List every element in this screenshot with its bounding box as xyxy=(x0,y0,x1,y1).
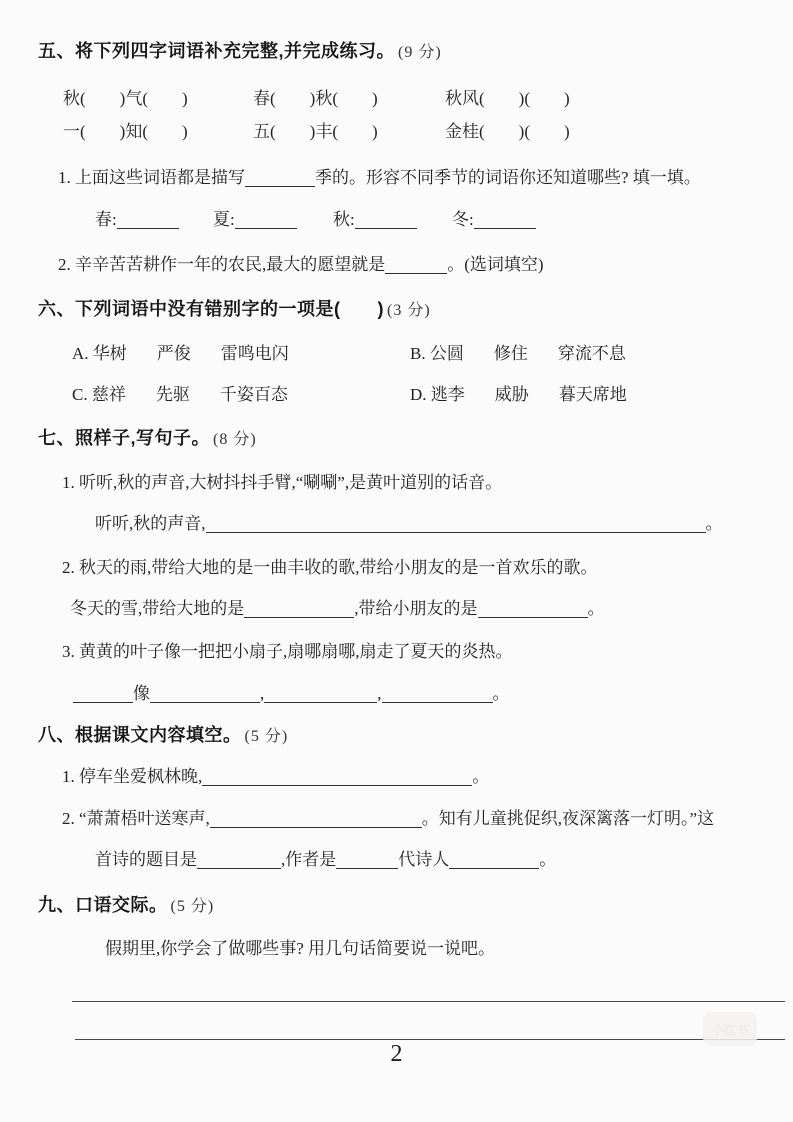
option-word: 雷鸣电闪 xyxy=(220,344,289,363)
blank-line xyxy=(355,210,417,229)
option-word: 先驱 xyxy=(155,385,190,404)
answer-writing-line xyxy=(72,1001,785,1002)
option-word: 严俊 xyxy=(156,344,191,363)
answer-writing-line xyxy=(75,1039,785,1040)
section5-points: (9 分) xyxy=(398,44,442,61)
season-label: 夏: xyxy=(213,210,235,229)
blank-line xyxy=(264,684,377,703)
question-text: 2. “萧萧梧叶送寒声, xyxy=(62,809,210,828)
idiom-text: 金桂( )( ) xyxy=(445,122,570,141)
s5-question1 xyxy=(58,167,701,188)
idiom-text: 秋( )气( ) xyxy=(63,89,188,108)
section7-points: (8 分) xyxy=(213,431,257,448)
section8-points: (5 分) xyxy=(244,728,289,745)
idiom-cell xyxy=(63,121,188,142)
idiom-text: 秋风( )( ) xyxy=(445,89,570,108)
section9-title: 九、口语交际。 xyxy=(38,895,168,915)
section6-title: 六、下列词语中没有错别字的一项是( ) xyxy=(38,299,384,319)
section6-heading xyxy=(38,298,431,321)
blank-line xyxy=(478,599,588,618)
s7-answer3 xyxy=(73,683,510,704)
blank-line xyxy=(73,684,133,703)
answer-text: 。 xyxy=(587,599,605,618)
season-label: 春: xyxy=(95,210,117,229)
blank-line xyxy=(150,684,260,703)
idiom-text: 春( )秋( ) xyxy=(253,89,378,108)
option-b xyxy=(410,343,626,364)
idiom-cell xyxy=(63,88,188,109)
blank-line xyxy=(197,850,281,869)
option-word: 千姿百态 xyxy=(219,385,288,404)
blank-line xyxy=(117,210,179,229)
question-text: 。(选词填空) xyxy=(447,255,544,274)
page-number: 2 xyxy=(390,1041,403,1067)
answer-text: 听听,秋的声音, xyxy=(95,514,206,533)
question-text: 代诗人 xyxy=(398,850,450,869)
section8-title: 八、根据课文内容填空。 xyxy=(38,725,242,745)
option-label: A. 华树 xyxy=(72,344,127,363)
s7-model1 xyxy=(62,472,502,493)
question-text: 。 xyxy=(472,767,490,786)
idiom-cell xyxy=(253,88,378,109)
answer-text: 。 xyxy=(492,684,510,703)
answer-text: ,带给小朋友的是 xyxy=(354,599,478,618)
section9-points: (5 分) xyxy=(170,898,215,915)
question-text: 首诗的题目是 xyxy=(95,850,197,869)
s7-model2 xyxy=(62,557,598,578)
option-word: 暮天席地 xyxy=(558,385,627,404)
option-word: 修住 xyxy=(493,344,528,363)
season-label: 秋: xyxy=(333,210,355,229)
blank-line xyxy=(244,599,354,618)
season-label: 冬: xyxy=(452,210,474,229)
model-sentence: 1. 听听,秋的声音,大树抖抖手臂,“唰唰”,是黄叶道别的话音。 xyxy=(62,473,503,492)
answer-text: 像 xyxy=(133,684,150,703)
option-a xyxy=(72,343,289,364)
option-word: 穿流不息 xyxy=(557,344,626,363)
blank-line xyxy=(385,255,447,274)
model-sentence: 3. 黄黄的叶子像一把把小扇子,扇哪扇哪,扇走了夏天的炎热。 xyxy=(62,642,513,661)
blank-line xyxy=(336,850,398,869)
s7-answer2 xyxy=(70,598,605,619)
s5-question2 xyxy=(58,254,544,275)
question-text: 。知有儿童挑促织,夜深篱落一灯明。”这 xyxy=(421,809,715,828)
idiom-text: 五( )丰( ) xyxy=(253,122,378,141)
question-text: 。 xyxy=(539,850,557,869)
s9-prompt xyxy=(105,938,495,959)
blank-line xyxy=(206,514,706,533)
blank-line xyxy=(382,684,493,703)
season-winter xyxy=(452,209,536,230)
watermark-badge: 小红书 xyxy=(703,1012,757,1046)
idiom-cell xyxy=(253,121,378,142)
question-text: 1. 上面这些词语都是描写 xyxy=(58,168,245,187)
s8-question2-line2 xyxy=(95,849,556,870)
s8-question2-line1 xyxy=(62,808,714,829)
section6-points: (3 分) xyxy=(387,302,431,319)
section8-heading xyxy=(38,724,288,747)
season-spring xyxy=(95,209,179,230)
blank-line xyxy=(245,168,315,187)
s7-model3 xyxy=(62,641,513,662)
option-word: 威胁 xyxy=(494,385,529,404)
question-text: 2. 辛辛苦苦耕作一年的农民,最大的愿望就是 xyxy=(58,255,386,274)
blank-line xyxy=(235,210,297,229)
model-sentence: 2. 秋天的雨,带给大地的是一曲丰收的歌,带给小朋友的是一首欢乐的歌。 xyxy=(62,558,598,577)
s8-question1 xyxy=(62,766,489,787)
blank-line xyxy=(449,850,539,869)
answer-text: 。 xyxy=(705,514,723,533)
section5-title: 五、将下列四字词语补充完整,并完成练习。 xyxy=(38,41,395,61)
option-label: B. 公圆 xyxy=(410,344,464,363)
s7-answer1 xyxy=(95,513,723,534)
prompt-text: 假期里,你学会了做哪些事? 用几句话简要说一说吧。 xyxy=(105,939,496,958)
blank-line xyxy=(474,210,536,229)
answer-text: , xyxy=(260,684,265,703)
option-c xyxy=(72,384,288,405)
option-label: D. 逃李 xyxy=(410,385,465,404)
answer-text: , xyxy=(377,684,382,703)
blank-line xyxy=(210,809,422,828)
idiom-cell xyxy=(445,121,570,142)
idiom-cell xyxy=(445,88,570,109)
section9-heading xyxy=(38,894,214,917)
option-d xyxy=(410,384,627,405)
section7-title: 七、照样子,写句子。 xyxy=(38,428,211,448)
section5-heading xyxy=(38,40,442,63)
section7-heading xyxy=(38,427,257,450)
season-autumn xyxy=(333,209,417,230)
blank-line xyxy=(202,767,472,786)
question-text: 1. 停车坐爱枫林晚, xyxy=(62,767,203,786)
option-label: C. 慈祥 xyxy=(72,385,126,404)
answer-text: 冬天的雪,带给大地的是 xyxy=(70,599,245,618)
idiom-text: 一( )知( ) xyxy=(63,122,188,141)
question-text: ,作者是 xyxy=(281,850,337,869)
season-summer xyxy=(213,209,297,230)
question-text: 季的。形容不同季节的词语你还知道哪些? 填一填。 xyxy=(315,168,701,187)
